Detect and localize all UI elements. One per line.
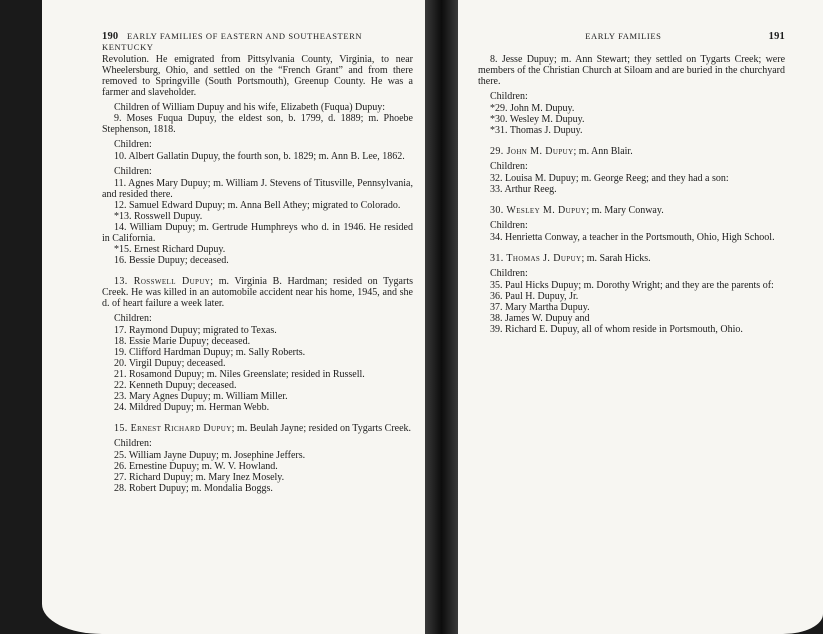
children-label: Children: xyxy=(114,139,152,150)
right-running-title: EARLY FAMILIES xyxy=(585,31,662,41)
children-label: Children: xyxy=(490,220,528,231)
list-item: 12. Samuel Edward Dupuy; m. Anna Bell Athey; migrated to Colorado. xyxy=(114,200,401,211)
list-item: 37. Mary Martha Dupuy. xyxy=(490,302,590,313)
children-label: Children: xyxy=(114,313,152,324)
list-item: 27. Richard Dupuy; m. Mary Inez Mosely. xyxy=(114,472,285,483)
left-page xyxy=(42,0,425,634)
list-item: 18. Essie Marie Dupuy; deceased. xyxy=(114,336,251,347)
list-item: 10. Albert Gallatin Dupuy, the fourth son, b. 1829; m. Ann B. Lee, 1862. xyxy=(114,151,405,162)
list-item: 26. Ernestine Dupuy; m. W. V. Howland. xyxy=(114,461,278,472)
family-head-text: ; m. Ann Blair. xyxy=(573,146,633,157)
left-running-title: EARLY FAMILIES OF EASTERN AND SOUTHEASTERN KENTUCKY xyxy=(102,31,363,52)
family-head-name: 15. Ernest Richard Dupuy xyxy=(114,423,232,434)
list-item: 39. Richard E. Dupuy, all of whom reside in Portsmouth, Ohio. xyxy=(490,324,743,335)
right-page-number: 191 xyxy=(768,31,785,42)
list-item: 35. Paul Hicks Dupuy; m. Dorothy Wright; and they are the parents of: xyxy=(490,280,774,291)
family-heading xyxy=(478,253,785,264)
right-running-head xyxy=(478,31,785,42)
family-head-name: 30. Wesley M. Dupuy xyxy=(490,205,587,216)
family-heading xyxy=(478,54,785,87)
right-page-text xyxy=(478,54,785,335)
family-heading xyxy=(478,205,785,216)
children-label: Children: xyxy=(490,91,528,102)
list-item: 21. Rosamond Dupuy; m. Niles Greenslate; resided in Russell. xyxy=(114,369,365,380)
list-item: 23. Mary Agnes Dupuy; m. William Miller. xyxy=(114,391,288,402)
list-item: 22. Kenneth Dupuy; deceased. xyxy=(114,380,237,391)
list-item: 11. Agnes Mary Dupuy; m. William J. Stevens of Titusville, Pennsylvania, and resided there. xyxy=(102,178,413,200)
paragraph: Revolution. He emigrated from Pittsylvania County, Virginia, to near Wheelersburg, Ohio, and settled on the “French Grant” and from there removed to Springville (South Portsmouth), Greenup County. He was a farmer and slaveholder. xyxy=(102,54,413,98)
list-item: 20. Virgil Dupuy; deceased. xyxy=(114,358,226,369)
family-head-text: ; m. Ann Stewart; they settled on Tygarts Creek; were members of the Christian Church at Siloam and are buried in the churchyard there. xyxy=(478,54,786,87)
children-label: Children: xyxy=(490,161,528,172)
children-label: Children: xyxy=(490,268,528,279)
family-head-text: ; m. Virginia B. Hardman; resided on Tygarts Creek. He was killed in an automobile accident near his home, 1945, and she d. of heart failure a week later. xyxy=(102,276,413,309)
list-item: *29. John M. Dupuy. xyxy=(490,103,575,114)
list-item: 28. Robert Dupuy; m. Mondalia Boggs. xyxy=(114,483,273,494)
list-item: 24. Mildred Dupuy; m. Herman Webb. xyxy=(114,402,270,413)
list-item: 25. William Jayne Dupuy; m. Josephine Jeffers. xyxy=(114,450,306,461)
list-item: *13. Rosswell Dupuy. xyxy=(114,211,203,222)
right-page xyxy=(458,0,823,634)
family-head-text: ; m. Mary Conway. xyxy=(586,205,664,216)
family-head-text: ; m. Sarah Hicks. xyxy=(581,253,651,264)
list-item: 14. William Dupuy; m. Gertrude Humphreys who d. in 1946. He resided in California. xyxy=(102,222,413,244)
family-heading xyxy=(102,276,413,309)
paragraph: Children of William Dupuy and his wife, Elizabeth (Fuqua) Dupuy: xyxy=(114,102,386,113)
family-head-name: 8. Jesse Dupuy xyxy=(490,54,554,65)
list-item: *31. Thomas J. Dupuy. xyxy=(490,125,583,136)
family-head-name: 31. Thomas J. Dupuy xyxy=(490,253,582,264)
list-item: 32. Louisa M. Dupuy; m. George Reeg; and they had a son: xyxy=(490,173,729,184)
list-item: 33. Arthur Reeg. xyxy=(490,184,557,195)
family-head-name: 29. John M. Dupuy xyxy=(490,146,574,157)
left-running-head xyxy=(102,31,413,53)
list-item: 38. James W. Dupuy and xyxy=(490,313,590,324)
book-gutter xyxy=(425,0,458,634)
left-page-number: 190 xyxy=(102,31,119,42)
family-heading xyxy=(478,146,785,157)
list-item: 34. Henrietta Conway, a teacher in the Portsmouth, Ohio, High School. xyxy=(490,232,775,243)
list-item: *30. Wesley M. Dupuy. xyxy=(490,114,585,125)
family-head-name: 13. Rosswell Dupuy xyxy=(114,276,211,287)
children-label: Children: xyxy=(114,166,152,177)
list-item: 36. Paul H. Dupuy, Jr. xyxy=(490,291,579,302)
children-label: Children: xyxy=(114,438,152,449)
list-item: 16. Bessie Dupuy; deceased. xyxy=(114,255,229,266)
list-item: 9. Moses Fuqua Dupuy, the eldest son, b. 1799, d. 1889; m. Phoebe Stephenson, 1818. xyxy=(102,113,413,135)
list-item: 19. Clifford Hardman Dupuy; m. Sally Roberts. xyxy=(114,347,306,358)
family-heading xyxy=(102,423,413,434)
list-item: 17. Raymond Dupuy; migrated to Texas. xyxy=(114,325,277,336)
list-item: *15. Ernest Richard Dupuy. xyxy=(114,244,226,255)
family-head-text: ; m. Beulah Jayne; resided on Tygarts Creek. xyxy=(231,423,412,434)
left-page-text xyxy=(102,54,413,494)
